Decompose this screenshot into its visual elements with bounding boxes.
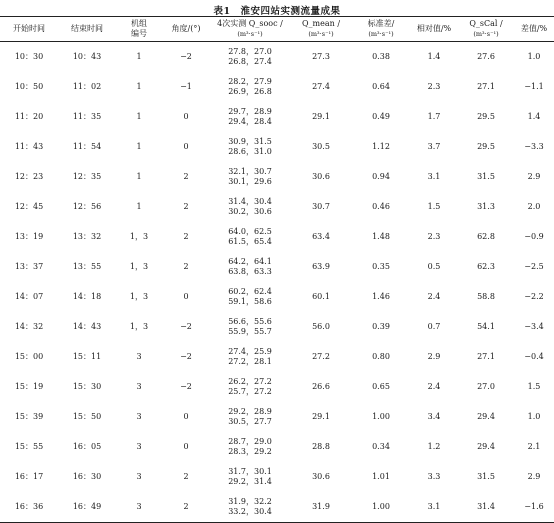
measured-pair: 30.5，27.7 bbox=[228, 417, 272, 426]
cell-start-time: 11：20 bbox=[14, 111, 44, 121]
cell-start-time: 13：19 bbox=[14, 231, 44, 241]
cell-calculated: 62.3 bbox=[477, 261, 495, 271]
cell-end-time: 16：05 bbox=[72, 441, 102, 451]
cell-angle: −2 bbox=[180, 321, 192, 331]
cell-difference: 1.4 bbox=[527, 111, 541, 121]
cell-angle: 0 bbox=[183, 441, 189, 451]
cell-start-time: 10：30 bbox=[14, 51, 44, 61]
cell-relative: 1.7 bbox=[427, 111, 441, 121]
table-row bbox=[0, 312, 554, 342]
cell-mean: 29.1 bbox=[312, 411, 330, 421]
cell-relative: 1.4 bbox=[427, 51, 441, 61]
cell-std: 0.35 bbox=[372, 261, 390, 271]
measured-pair: 31.4，30.4 bbox=[228, 196, 272, 206]
cell-angle: −2 bbox=[180, 51, 192, 61]
cell-end-time: 12：56 bbox=[72, 201, 102, 211]
col-std-line1: 标准差/ bbox=[367, 19, 395, 28]
table-row bbox=[0, 132, 554, 162]
cell-relative: 2.3 bbox=[427, 231, 441, 241]
measured-pair: 28.2，27.9 bbox=[228, 76, 272, 86]
cell-mean: 30.6 bbox=[312, 171, 330, 181]
cell-relative: 0.5 bbox=[427, 261, 441, 271]
cell-unit: 3 bbox=[136, 411, 142, 421]
table-row bbox=[0, 102, 554, 132]
cell-angle: 0 bbox=[183, 291, 189, 301]
cell-relative: 3.3 bbox=[427, 471, 441, 481]
cell-start-time: 11：43 bbox=[14, 141, 44, 151]
cell-angle: 2 bbox=[183, 231, 189, 241]
cell-unit: 3 bbox=[136, 441, 142, 451]
col-unit-line2: 编号 bbox=[131, 29, 147, 38]
cell-measured bbox=[210, 282, 290, 312]
cell-calculated: 27.1 bbox=[477, 351, 495, 361]
col-measured-line1: 4次实测 Q_sooc / bbox=[217, 19, 283, 28]
cell-measured bbox=[210, 192, 290, 222]
cell-std: 0.64 bbox=[372, 81, 390, 91]
cell-std: 1.46 bbox=[372, 291, 390, 301]
cell-relative: 0.7 bbox=[427, 321, 441, 331]
cell-start-time: 16：36 bbox=[14, 501, 44, 511]
cell-start-time: 10：50 bbox=[14, 81, 44, 91]
table-body bbox=[0, 42, 554, 523]
cell-measured bbox=[210, 222, 290, 252]
cell-calculated: 31.3 bbox=[477, 201, 495, 211]
cell-end-time: 12：35 bbox=[72, 171, 102, 181]
cell-angle: 0 bbox=[183, 141, 189, 151]
cell-start-time: 15：19 bbox=[14, 381, 44, 391]
cell-relative: 3.7 bbox=[427, 141, 441, 151]
cell-relative: 2.4 bbox=[427, 291, 441, 301]
measured-pair: 31.7，30.1 bbox=[228, 466, 272, 476]
cell-end-time: 11：02 bbox=[72, 81, 102, 91]
cell-std: 0.34 bbox=[372, 441, 390, 451]
measured-pair: 29.7，28.9 bbox=[228, 106, 272, 116]
cell-calculated: 62.8 bbox=[477, 231, 495, 241]
cell-end-time: 10：43 bbox=[72, 51, 102, 61]
measured-pair: 30.9，31.5 bbox=[228, 136, 272, 146]
cell-unit: 1，3 bbox=[129, 261, 149, 271]
col-measured bbox=[210, 17, 290, 42]
cell-start-time: 14：07 bbox=[14, 291, 44, 301]
cell-start-time: 12：45 bbox=[14, 201, 44, 211]
cell-calculated: 54.1 bbox=[477, 321, 495, 331]
cell-measured bbox=[210, 372, 290, 402]
col-difference: 差值/% bbox=[520, 24, 548, 33]
measured-pair: 27.8，27.0 bbox=[228, 46, 272, 56]
cell-end-time: 16：30 bbox=[72, 471, 102, 481]
col-end-time: 结束时间 bbox=[71, 24, 103, 33]
cell-mean: 30.5 bbox=[312, 141, 330, 151]
cell-end-time: 15：30 bbox=[72, 381, 102, 391]
col-calc-line1: Q_sCal / bbox=[469, 19, 503, 28]
cell-angle: 2 bbox=[183, 261, 189, 271]
cell-mean: 29.1 bbox=[312, 111, 330, 121]
cell-mean: 27.4 bbox=[312, 81, 330, 91]
measured-pair: 64.0，62.5 bbox=[228, 226, 272, 236]
cell-angle: −2 bbox=[180, 351, 192, 361]
cell-end-time: 13：55 bbox=[72, 261, 102, 271]
cell-mean: 30.7 bbox=[312, 201, 330, 211]
cell-mean: 27.3 bbox=[312, 51, 330, 61]
cell-mean: 56.0 bbox=[312, 321, 330, 331]
cell-end-time: 14：18 bbox=[72, 291, 102, 301]
table-header-row bbox=[0, 17, 554, 42]
cell-difference: 2.9 bbox=[527, 171, 541, 181]
cell-calculated: 27.1 bbox=[477, 81, 495, 91]
cell-unit: 1，3 bbox=[129, 231, 149, 241]
measured-pair: 30.2，30.6 bbox=[228, 207, 272, 216]
cell-std: 0.94 bbox=[372, 171, 390, 181]
table-row bbox=[0, 402, 554, 432]
measured-pair: 26.8，27.4 bbox=[228, 57, 272, 66]
cell-difference: −3.4 bbox=[524, 321, 544, 331]
cell-end-time: 15：50 bbox=[72, 411, 102, 421]
cell-measured bbox=[210, 162, 290, 192]
cell-std: 1.01 bbox=[372, 471, 390, 481]
cell-measured bbox=[210, 252, 290, 282]
cell-calculated: 27.0 bbox=[477, 381, 495, 391]
cell-difference: −1.1 bbox=[524, 81, 544, 91]
cell-angle: 2 bbox=[183, 201, 189, 211]
flow-results-table bbox=[0, 16, 554, 523]
table-row bbox=[0, 432, 554, 462]
measured-pair: 60.2，62.4 bbox=[228, 286, 272, 296]
cell-end-time: 14：43 bbox=[72, 321, 102, 331]
table-row bbox=[0, 492, 554, 523]
cell-measured bbox=[210, 432, 290, 462]
cell-mean: 30.6 bbox=[312, 471, 330, 481]
cell-relative: 2.4 bbox=[427, 381, 441, 391]
table-row bbox=[0, 42, 554, 73]
cell-calculated: 31.5 bbox=[477, 471, 495, 481]
cell-difference: 1.5 bbox=[527, 381, 541, 391]
measured-pair: 29.4，28.4 bbox=[228, 117, 272, 126]
cell-std: 0.38 bbox=[372, 51, 390, 61]
cell-unit: 1 bbox=[136, 171, 142, 181]
cell-std: 0.39 bbox=[372, 321, 390, 331]
measured-pair: 27.4，25.9 bbox=[228, 346, 272, 356]
cell-std: 0.80 bbox=[372, 351, 390, 361]
cell-difference: 2.0 bbox=[527, 201, 541, 211]
col-measured-unit: (m³·s⁻¹) bbox=[237, 30, 263, 38]
measured-pair: 55.9，55.7 bbox=[228, 327, 272, 336]
cell-calculated: 29.4 bbox=[477, 441, 495, 451]
cell-unit: 3 bbox=[136, 351, 142, 361]
cell-relative: 3.1 bbox=[427, 501, 441, 511]
cell-measured bbox=[210, 132, 290, 162]
col-std bbox=[352, 17, 410, 42]
cell-unit: 3 bbox=[136, 471, 142, 481]
table-row bbox=[0, 342, 554, 372]
cell-end-time: 13：32 bbox=[72, 231, 102, 241]
measured-pair: 33.2，30.4 bbox=[228, 507, 272, 516]
table-row bbox=[0, 222, 554, 252]
cell-mean: 31.9 bbox=[312, 501, 330, 511]
col-unit-line1: 机组 bbox=[131, 19, 147, 28]
cell-unit: 1，3 bbox=[129, 291, 149, 301]
cell-start-time: 15：39 bbox=[14, 411, 44, 421]
table-row bbox=[0, 252, 554, 282]
cell-end-time: 11：54 bbox=[72, 141, 102, 151]
cell-measured bbox=[210, 342, 290, 372]
measured-pair: 31.9，32.2 bbox=[228, 496, 272, 506]
cell-difference: 1.0 bbox=[527, 411, 541, 421]
cell-difference: 2.1 bbox=[527, 441, 541, 451]
cell-unit: 1 bbox=[136, 111, 142, 121]
measured-pair: 63.8，63.3 bbox=[228, 267, 272, 276]
measured-pair: 30.1，29.6 bbox=[228, 177, 272, 186]
cell-std: 0.46 bbox=[372, 201, 390, 211]
measured-pair: 26.2，27.2 bbox=[228, 376, 272, 386]
cell-end-time: 16：49 bbox=[72, 501, 102, 511]
cell-unit: 1 bbox=[136, 81, 142, 91]
cell-measured bbox=[210, 402, 290, 432]
cell-angle: −2 bbox=[180, 381, 192, 391]
measured-pair: 64.2，64.1 bbox=[228, 256, 272, 266]
table-row bbox=[0, 462, 554, 492]
cell-relative: 1.5 bbox=[427, 201, 441, 211]
cell-unit: 1，3 bbox=[129, 321, 149, 331]
col-angle: 角度/(°) bbox=[171, 24, 201, 33]
cell-angle: 2 bbox=[183, 171, 189, 181]
cell-calculated: 29.5 bbox=[477, 141, 495, 151]
cell-measured bbox=[210, 312, 290, 342]
measured-pair: 27.2，28.1 bbox=[228, 357, 272, 366]
table-row bbox=[0, 72, 554, 102]
measured-pair: 32.1，30.7 bbox=[228, 166, 272, 176]
cell-mean: 63.4 bbox=[312, 231, 330, 241]
cell-std: 1.48 bbox=[372, 231, 390, 241]
cell-start-time: 13：37 bbox=[14, 261, 44, 271]
measured-pair: 29.2，28.9 bbox=[228, 406, 272, 416]
cell-unit: 3 bbox=[136, 381, 142, 391]
measured-pair: 28.6，31.0 bbox=[228, 147, 272, 156]
cell-angle: 0 bbox=[183, 111, 189, 121]
cell-difference: 1.0 bbox=[527, 51, 541, 61]
table-row bbox=[0, 372, 554, 402]
measured-pair: 29.2，31.4 bbox=[228, 477, 272, 486]
cell-unit: 1 bbox=[136, 201, 142, 211]
cell-calculated: 31.4 bbox=[477, 501, 495, 511]
cell-difference: 2.9 bbox=[527, 471, 541, 481]
cell-std: 0.49 bbox=[372, 111, 390, 121]
cell-difference: −1.6 bbox=[524, 501, 544, 511]
cell-relative: 3.1 bbox=[427, 171, 441, 181]
cell-start-time: 14：32 bbox=[14, 321, 44, 331]
col-unit bbox=[116, 17, 162, 42]
col-relative: 相对值/% bbox=[416, 24, 452, 33]
cell-measured bbox=[210, 462, 290, 492]
cell-measured bbox=[210, 492, 290, 523]
cell-start-time: 16：17 bbox=[14, 471, 44, 481]
cell-std: 1.00 bbox=[372, 411, 390, 421]
cell-end-time: 15：11 bbox=[72, 351, 102, 361]
table-row bbox=[0, 282, 554, 312]
measured-pair: 28.7，29.0 bbox=[228, 436, 272, 446]
cell-end-time: 11：35 bbox=[72, 111, 102, 121]
measured-pair: 26.9，26.8 bbox=[228, 87, 272, 96]
col-start-time: 开始时间 bbox=[13, 24, 45, 33]
table-caption: 表1 淮安四站实测流量成果 bbox=[213, 6, 341, 17]
measured-pair: 25.7，27.2 bbox=[228, 387, 272, 396]
cell-angle: −1 bbox=[180, 81, 192, 91]
cell-start-time: 12：23 bbox=[14, 171, 44, 181]
col-calculated bbox=[458, 17, 514, 42]
cell-std: 0.65 bbox=[372, 381, 390, 391]
cell-std: 1.12 bbox=[372, 141, 390, 151]
cell-difference: −3.3 bbox=[524, 141, 544, 151]
measured-pair: 61.5，65.4 bbox=[228, 237, 272, 246]
measured-pair: 59.1，58.6 bbox=[228, 297, 272, 306]
cell-measured bbox=[210, 72, 290, 102]
cell-calculated: 58.8 bbox=[477, 291, 495, 301]
measured-pair: 28.3，29.2 bbox=[228, 447, 272, 456]
cell-calculated: 29.4 bbox=[477, 411, 495, 421]
cell-mean: 27.2 bbox=[312, 351, 330, 361]
cell-angle: 2 bbox=[183, 501, 189, 511]
table-row bbox=[0, 162, 554, 192]
cell-difference: −2.2 bbox=[524, 291, 544, 301]
cell-mean: 28.8 bbox=[312, 441, 330, 451]
cell-unit: 1 bbox=[136, 51, 142, 61]
cell-measured bbox=[210, 42, 290, 73]
cell-angle: 0 bbox=[183, 411, 189, 421]
cell-start-time: 15：55 bbox=[14, 441, 44, 451]
cell-relative: 2.9 bbox=[427, 351, 441, 361]
cell-difference: −0.4 bbox=[524, 351, 544, 361]
cell-calculated: 27.6 bbox=[477, 51, 495, 61]
cell-relative: 3.4 bbox=[427, 411, 441, 421]
cell-unit: 3 bbox=[136, 501, 142, 511]
col-mean-line1: Q_mean / bbox=[301, 19, 341, 28]
measured-pair: 56.6，55.6 bbox=[228, 316, 272, 326]
cell-difference: −0.9 bbox=[524, 231, 544, 241]
cell-start-time: 15：00 bbox=[14, 351, 44, 361]
cell-angle: 2 bbox=[183, 471, 189, 481]
col-mean-unit: (m³·s⁻¹) bbox=[308, 30, 334, 38]
cell-relative: 1.2 bbox=[427, 441, 441, 451]
col-std-unit: (m³·s⁻¹) bbox=[368, 30, 394, 38]
cell-mean: 26.6 bbox=[312, 381, 330, 391]
cell-calculated: 31.5 bbox=[477, 171, 495, 181]
cell-calculated: 29.5 bbox=[477, 111, 495, 121]
col-mean bbox=[290, 17, 352, 42]
table-row bbox=[0, 192, 554, 222]
cell-measured bbox=[210, 102, 290, 132]
col-calc-unit: (m³·s⁻¹) bbox=[473, 30, 499, 38]
cell-relative: 2.3 bbox=[427, 81, 441, 91]
cell-mean: 63.9 bbox=[312, 261, 330, 271]
cell-unit: 1 bbox=[136, 141, 142, 151]
cell-difference: −2.5 bbox=[524, 261, 544, 271]
cell-mean: 60.1 bbox=[312, 291, 330, 301]
cell-std: 1.00 bbox=[372, 501, 390, 511]
